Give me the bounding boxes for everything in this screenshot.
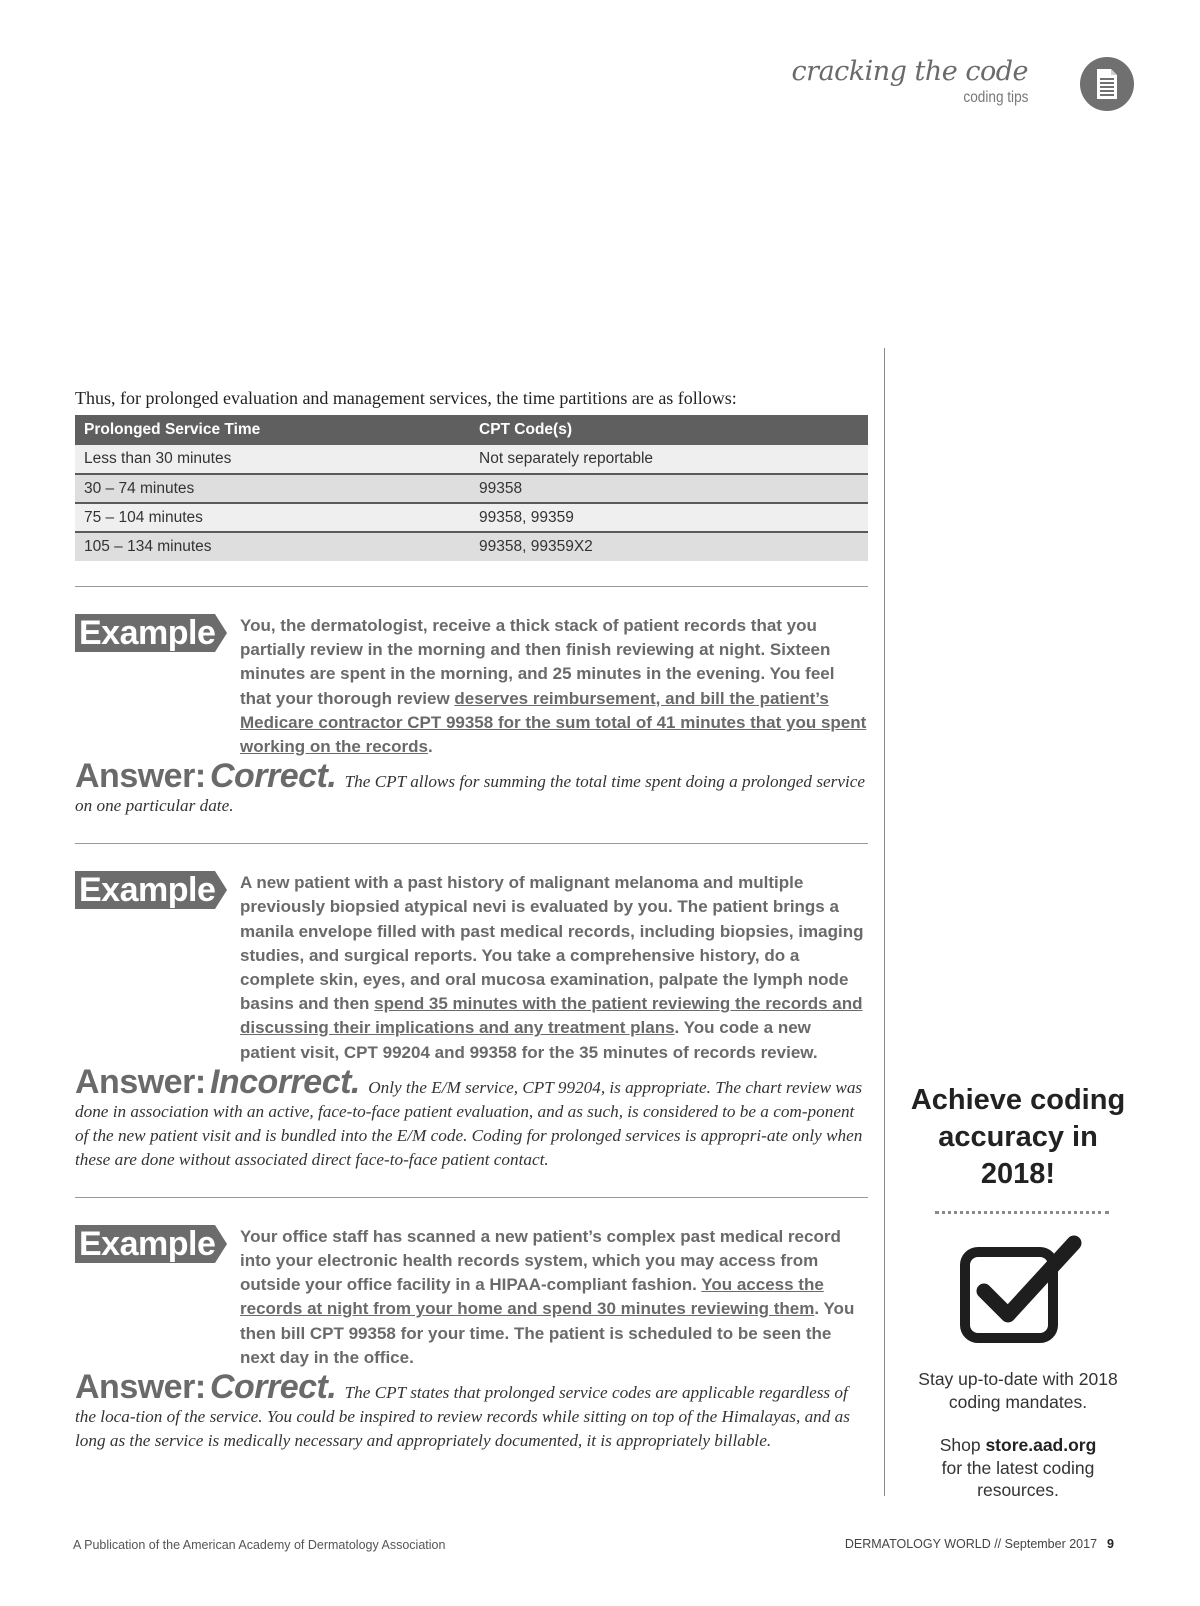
divider <box>75 843 868 844</box>
example-2: Example 2 A new patient with a past history of malignant melanoma and multiple previously biopsied atypical nevi is evaluated by you. The patient brings a manila envelope filled with past medical records, including biopsies, imaging studies, and surgical reports. You take a comprehensive history, do a complete skin, eyes, and oral mucosa examination, palpate the lymph node basins and then spend 35 minutes with the patient reviewing the records and discussing their implications and any treatment plans. You code a new patient visit, CPT 99204 and 99358 for the 35 minutes of records review. <box>75 871 868 1065</box>
page-number: 9 <box>1107 1537 1114 1551</box>
time-partition-table <box>75 415 868 561</box>
main-column <box>75 386 868 1453</box>
table-cell: 75 – 104 minutes <box>75 503 470 532</box>
sidebar-shop: Shop store.aad.org for the latest coding resources. <box>939 1435 1097 1500</box>
table-row <box>75 445 868 474</box>
sidebar-body: Stay up-to-date with 2018 coding mandates. <box>918 1369 1118 1412</box>
section-title: cracking the code <box>791 56 1028 87</box>
table-cell: 30 – 74 minutes <box>75 474 470 503</box>
section-subtitle: coding tips <box>962 89 1028 106</box>
table-cell: 105 – 134 minutes <box>75 532 470 561</box>
intro-text: Thus, for prolonged evaluation and management services, the time partitions are as follows: <box>75 388 737 408</box>
table-header-row <box>75 415 868 445</box>
table-row <box>75 474 868 503</box>
table-cell: 99358, 99359 <box>470 503 868 532</box>
divider <box>75 1197 868 1198</box>
answer-2: Answer: Incorrect. Only the E/M service, CPT 99204, is appropriate. The chart review was done in association with an active, face-to-face patient evaluation, and as such, is considered to be a com-ponent of the new patient visit and is bundled into the E/M code. Coding for prolonged services is appropri-ate only when these are done without associated direct face-to-face patient contact. <box>75 1062 863 1169</box>
footer-publication: A Publication of the American Academy of Dermatology Association <box>73 1538 446 1552</box>
answer-1: Answer: Correct. The CPT allows for summing the total time spent doing a prolonged service on one particular date. <box>75 757 865 816</box>
footer-issue: DERMATOLOGY WORLD // September 2017 9 <box>844 1537 1114 1551</box>
store-link[interactable]: store.aad.org <box>985 1435 1097 1455</box>
document-icon <box>1080 57 1134 111</box>
column-header: Prolonged Service Time <box>75 415 470 445</box>
answer-3: Answer: Correct. The CPT states that prolonged service codes are applicable regardless of the loca-tion of the service. You could be inspired to review records while sitting on top of the Himalayas, and as long as the service is medically necessary and appropriately documented, it is appropriately billable. <box>75 1368 850 1451</box>
divider <box>75 586 868 587</box>
sidebar-heading: Achieve coding accuracy in 2018! <box>910 1084 1126 1190</box>
example-1: Example 1 You, the dermatologist, receive a thick stack of patient records that you partially review in the morning and then finish reviewing at night. Sixteen minutes are spent in the morning, and 25 minutes in the evening. You feel that your thorough review deserves reimbursement, and bill the patient’s Medicare contractor CPT 99358 for the sum total of 41 minutes that you spent working on the records. <box>75 614 868 759</box>
example-text: A new patient with a past history of malignant melanoma and multiple previously biopsied atypical nevi is evaluated by you. The patient brings a manila envelope filled with past medical records, including biopsies, imaging studies, and surgical reports. You take a comprehensive history, do a complete skin, eyes, and oral mucosa examination, palpate the lymph node basins and then spend 35 minutes with the patient reviewing the records and discussing their implications and any treatment plans. You code a new patient visit, CPT 99204 and 99358 for the 35 minutes of records review. <box>240 873 864 1062</box>
example-text: Your office staff has scanned a new patient’s complex past medical record into your electronic health records system, which you may access from outside your office facility in a HIPAA-compliant fashion. You access the records at night from your home and spend 30 minutes reviewing them. You then bill CPT 99358 for your time. The patient is scheduled to be seen the next day in the office. <box>240 1226 855 1367</box>
section-header <box>792 56 1028 107</box>
column-divider <box>884 348 885 1496</box>
table-row <box>75 532 868 561</box>
table-cell: 99358, 99359X2 <box>470 532 868 561</box>
dotted-divider <box>935 1211 1109 1214</box>
example-text: You, the dermatologist, receive a thick stack of patient records that you partially review in the morning and then finish reviewing at night. Sixteen minutes are spent in the morning, and 25 minutes in the evening. You feel that your thorough review deserves reimbursement, and bill the patient’s Medicare contractor CPT 99358 for the sum total of 41 minutes that you spent working on the records. <box>240 616 867 757</box>
table-cell: 99358 <box>470 474 868 503</box>
table-row <box>75 503 868 532</box>
checkbox-checked-icon <box>958 1235 1084 1348</box>
table-cell: Not separately reportable <box>470 445 868 474</box>
example-3: Example 3 Your office staff has scanned a new patient’s complex past medical record into your electronic health records system, which you may access from outside your office facility in a HIPAA-compliant fashion. You access the records at night from your home and spend 30 minutes reviewing them. You then bill CPT 99358 for your time. The patient is scheduled to be seen the next day in the office. <box>75 1225 868 1370</box>
table-cell: Less than 30 minutes <box>75 445 470 474</box>
column-header: CPT Code(s) <box>470 415 868 445</box>
